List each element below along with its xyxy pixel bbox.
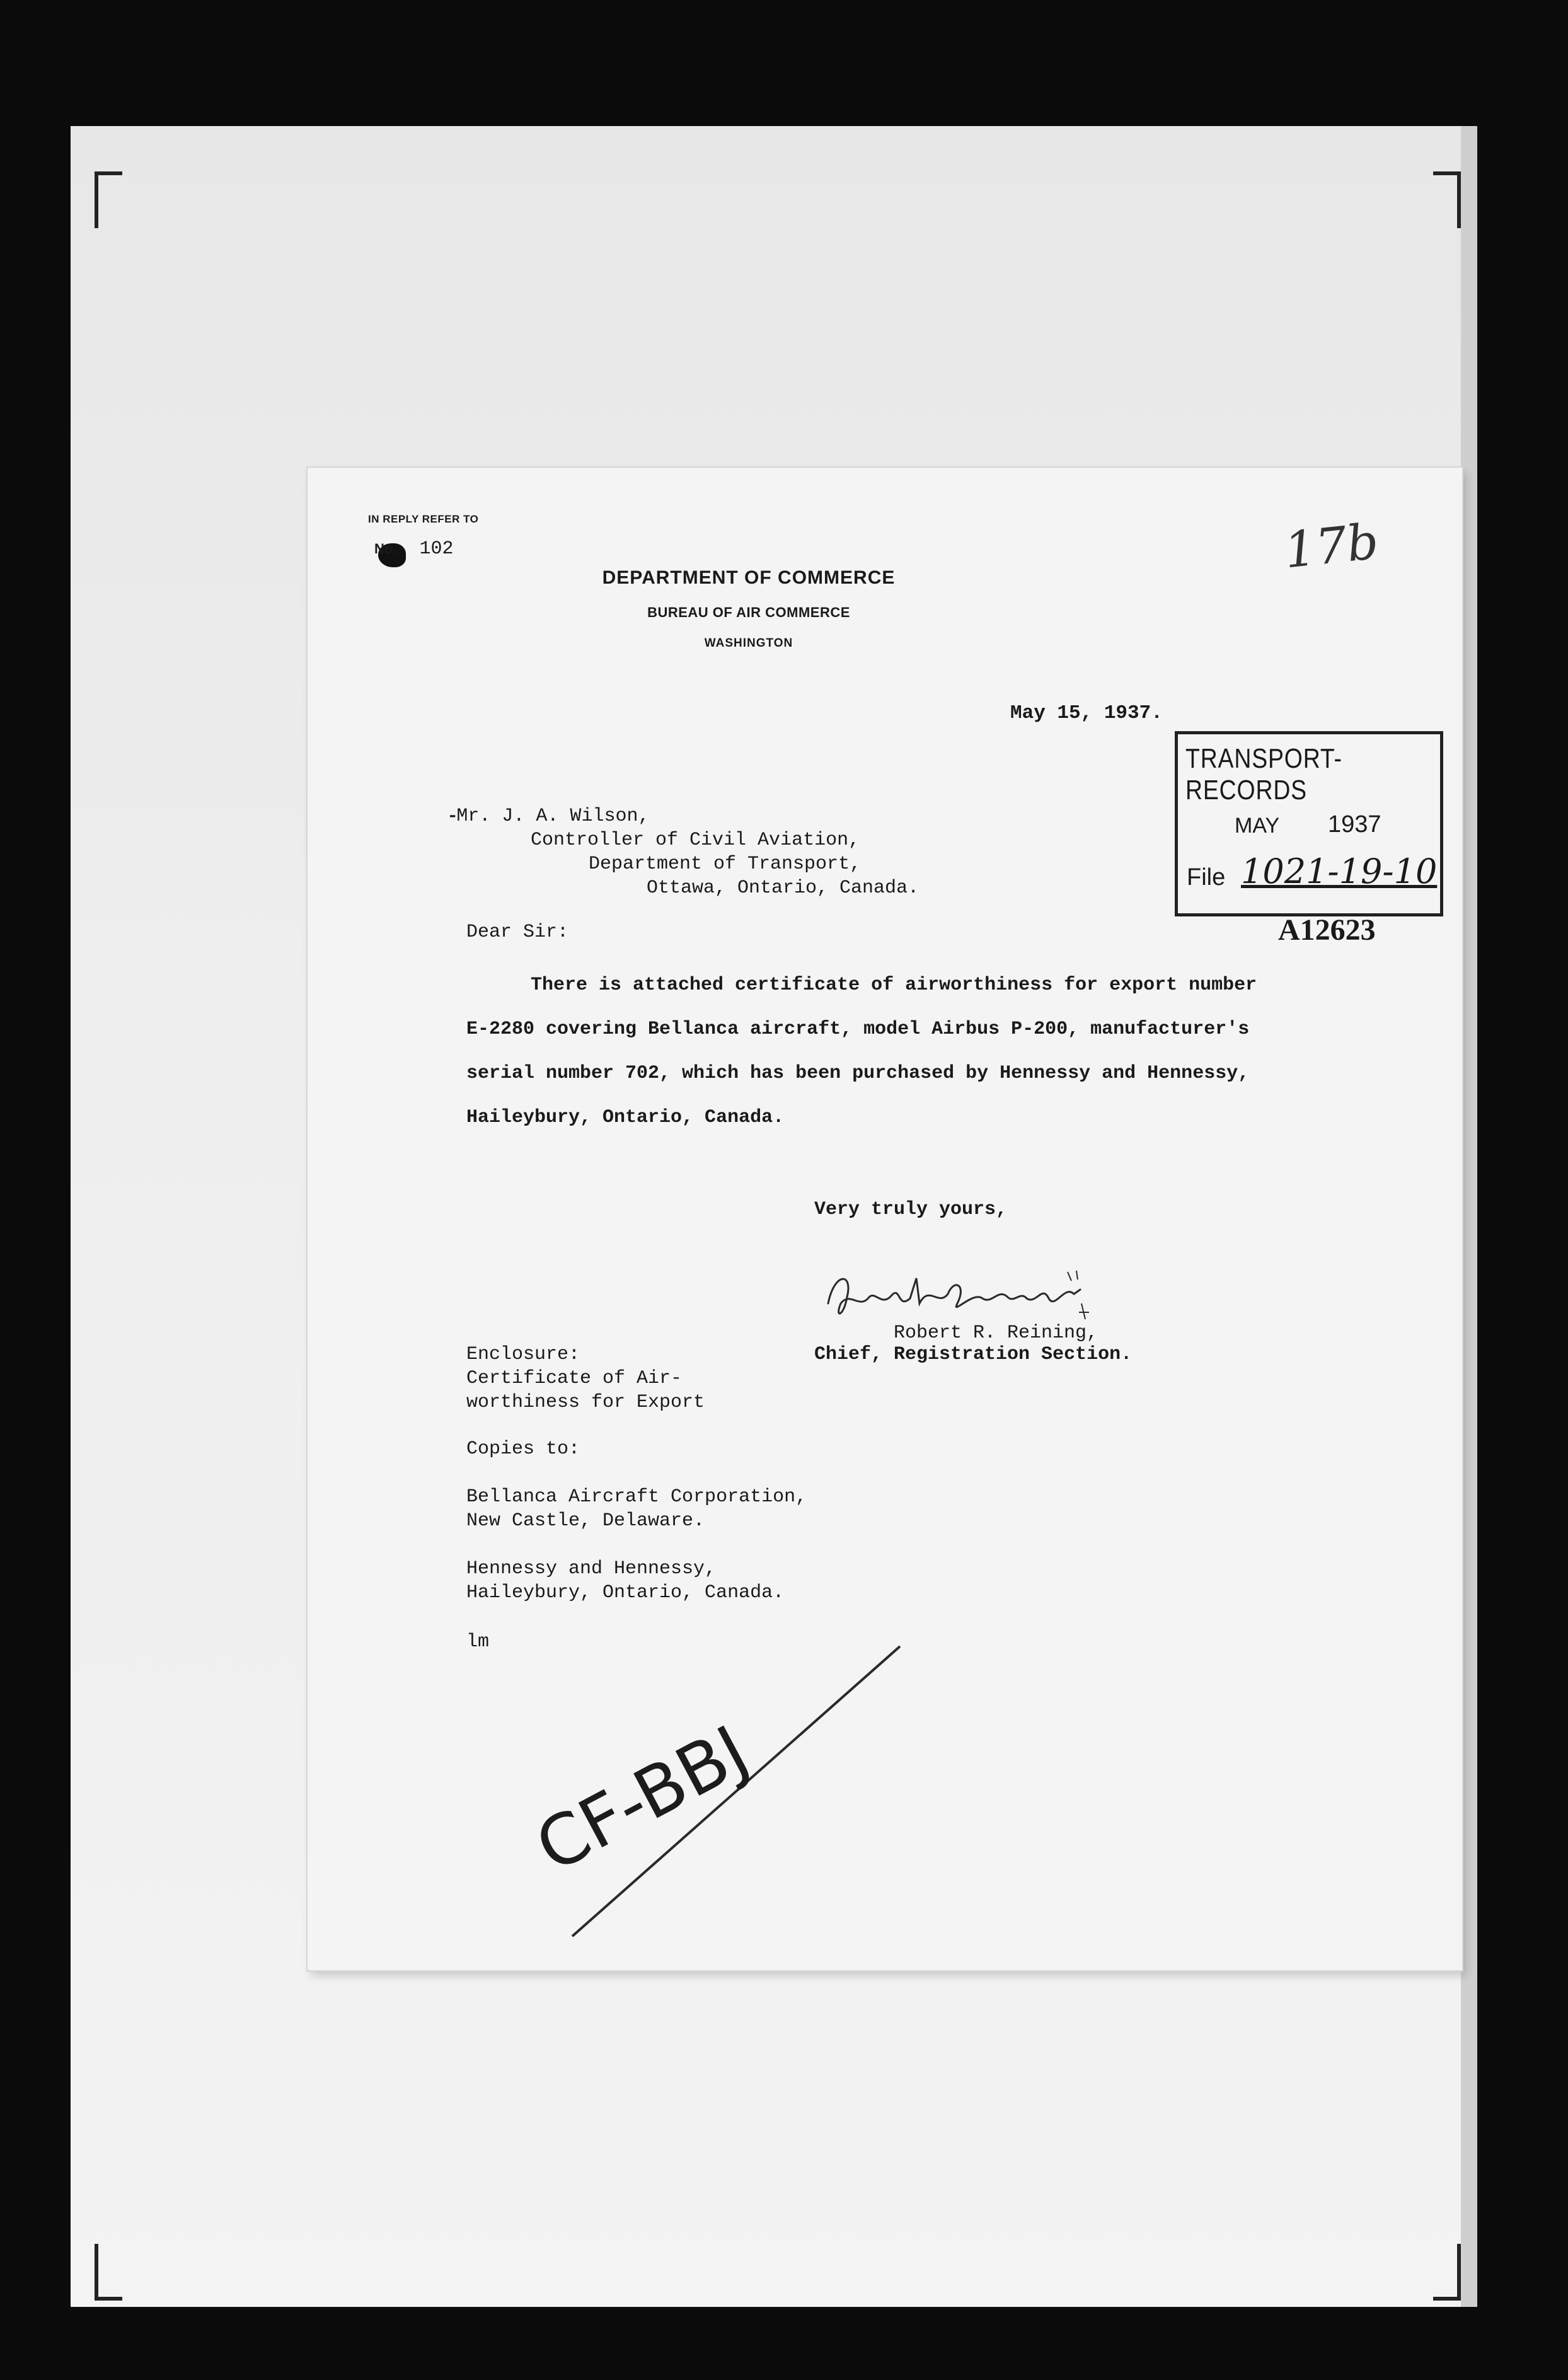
records-stamp bbox=[1175, 731, 1443, 916]
body-line: Haileybury, Ontario, Canada. bbox=[466, 1107, 785, 1128]
handwritten-folio-number: 17b bbox=[1281, 513, 1381, 580]
typist-initials: lm bbox=[466, 1631, 490, 1653]
copy-recipient-line: Hennessy and Hennessy, bbox=[466, 1558, 717, 1580]
file-number-label: No. bbox=[374, 541, 397, 557]
recipient-line: Department of Transport, bbox=[589, 853, 862, 875]
copy-recipient-line: Haileybury, Ontario, Canada. bbox=[466, 1582, 785, 1603]
enclosure-line: worthiness for Export bbox=[466, 1392, 705, 1413]
accession-number: A12623 bbox=[1278, 913, 1376, 947]
stamp-file-label: File bbox=[1187, 864, 1226, 891]
enclosure-line: Enclosure: bbox=[466, 1344, 580, 1365]
letterhead-bureau: BUREAU OF AIR COMMERCE bbox=[647, 604, 850, 620]
letter-page bbox=[308, 468, 1462, 1970]
salutation: Dear Sir: bbox=[466, 921, 569, 943]
scan-edge bbox=[1461, 126, 1477, 2307]
file-number-value: 102 bbox=[419, 538, 454, 560]
body-line: serial number 702, which has been purchased by Hennessy and Hennessy, bbox=[466, 1063, 1250, 1084]
stamp-year: 1937 bbox=[1328, 811, 1381, 838]
recipient-line: Ottawa, Ontario, Canada. bbox=[647, 877, 919, 899]
crop-mark bbox=[95, 2244, 122, 2301]
crop-mark bbox=[95, 171, 122, 228]
stamp-file-value: 1021-19-10 bbox=[1241, 852, 1438, 891]
signer-title: Chief, Registration Section. bbox=[814, 1344, 1133, 1365]
stamp-title: TRANSPORT-RECORDS bbox=[1185, 743, 1342, 806]
copy-recipient-line: Bellanca Aircraft Corporation, bbox=[466, 1486, 807, 1508]
letterhead-department: DEPARTMENT OF COMMERCE bbox=[602, 567, 896, 588]
file-number bbox=[374, 538, 453, 560]
body-line: E-2280 covering Bellanca aircraft, model Airbus P-200, manufacturer's bbox=[466, 1019, 1250, 1040]
enclosure-line: Certificate of Air- bbox=[466, 1368, 683, 1389]
stamp-month: MAY bbox=[1235, 814, 1280, 838]
signer-name: Robert R. Reining, bbox=[894, 1322, 1098, 1344]
letter-date: May 15, 1937. bbox=[1010, 702, 1163, 724]
crop-mark bbox=[1433, 171, 1461, 228]
crop-mark bbox=[1433, 2244, 1461, 2301]
registration-mark-text: CF-BBJ bbox=[523, 1710, 761, 1888]
reply-refer-label: IN REPLY REFER TO bbox=[368, 513, 479, 525]
handwritten-registration-mark bbox=[497, 1621, 976, 1949]
closing: Very truly yours, bbox=[814, 1199, 1008, 1220]
recipient-line: ▬ Mr. J. A. Wilson, bbox=[450, 806, 649, 827]
recipient-line: Controller of Civil Aviation, bbox=[531, 829, 860, 851]
copy-recipient-line: New Castle, Delaware. bbox=[466, 1510, 705, 1532]
letterhead-city: WASHINGTON bbox=[704, 637, 793, 650]
body-line: There is attached certificate of airworthiness for export number bbox=[531, 974, 1257, 996]
copies-label: Copies to: bbox=[466, 1438, 580, 1460]
